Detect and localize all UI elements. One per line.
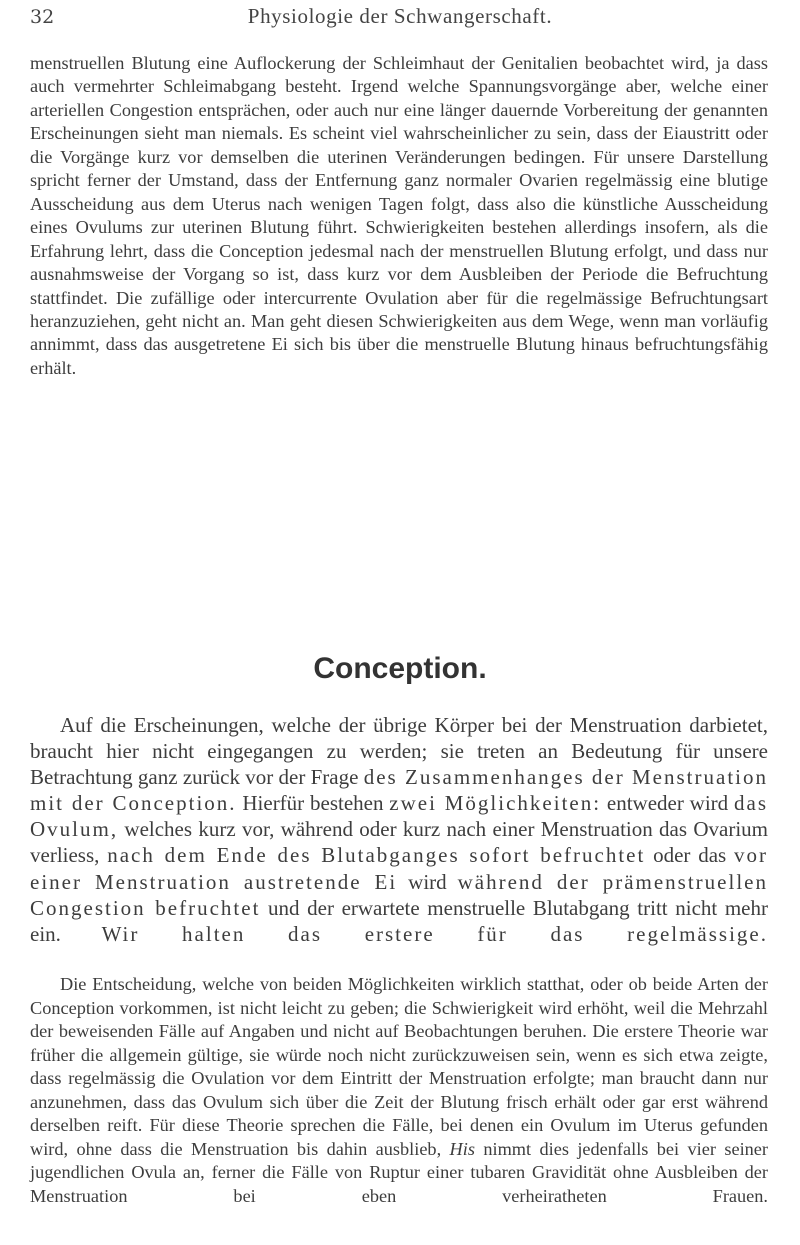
text-run: Die Entscheidung, welche von beiden Möglichkeiten wirklich statthat, oder ob beide Arten der Conception vorkommen, ist nicht leicht zu geben; die Schwierigkeit wird erhöht, weil die Mehrzahl der beweisenden Fälle auf Angaben und nicht auf Beobachtungen beruhen. Die erstere Theorie war früher die allgemein gültige, sie würde noch nicht zurückzuweisen sein, wenn es sich etwa zeigte, dass regelmässig die Ovulation vor dem Eintritt der Menstruation erfolgte; man braucht dann nur anzunehmen, dass das Ovulum sich über die Zeit der Blutung frisch erhält oder gar erst während derselben reift. Für diese Theorie sprechen die Fälle, bei denen ein Ovulum im Uterus gefunden wird, ohne dass die Menstruation bis dahin ausblieb,	[30, 974, 768, 1159]
text-run: welches kurz vor, während oder kurz nach einer Menstruation das Ovarium verliess,	[30, 817, 768, 868]
emphasis-spaced: das Ovulum,	[30, 791, 769, 842]
emphasis-spaced: Wir halten das erstere für das regelmässige.	[101, 921, 769, 946]
text-run: entweder wird	[601, 791, 735, 816]
text-run: oder das	[645, 843, 734, 868]
emphasis-spaced: vor einer Menstruation austretende Ei	[30, 843, 768, 894]
text-run: und der erwartete menstruelle Blutabgang tritt nicht mehr ein.	[30, 895, 768, 946]
text-run: Auf die Erscheinungen, welche der übrige Körper bei der Menstruation darbietet, braucht hier nicht eingegangen zu werden; sie treten an Bedeutung für unsere Betrachtung ganz zurück vor der Frage	[30, 713, 768, 790]
emphasis-spaced: nach dem Ende des Blutabganges sofort befruchtet	[107, 843, 646, 868]
page-header	[0, 0, 800, 28]
text-run: nimmt dies jedenfalls bei vier seiner jugendlichen Ovula an, ferner die Fälle von Ruptur einer tubaren Gravidität ohne Ausbleiben der Menstruation bei eben verheiratheten Frauen.	[30, 1138, 768, 1206]
emphasis-spaced: des Zusammenhanges der Menstruation mit der Conception.	[30, 765, 768, 816]
author-name: His	[449, 1138, 475, 1159]
emphasis-spaced: während der prämenstruellen Congestion befruchtet	[30, 869, 768, 920]
running-head: Physiologie der Schwangerschaft.	[247, 4, 553, 28]
section-heading: Conception.	[313, 652, 487, 685]
paragraph-text: menstruellen Blutung eine Auflockerung der Schleimhaut der Genitalien beobachtet wird, ja dass auch vermehrter Schleimabgang besteht. Irgend welche Spannungsvorgänge aber, welche einer arteriellen Congestion entsprächen, oder auch nur eine länger dauernde Vorbereitung der genannten Erscheinungen sieht man niemals. Es scheint viel wahrscheinlicher zu sein, dass der Eiaustritt oder die Vorgänge kurz vor demselben die uterinen Veränderungen bedingen. Für unsere Darstellung spricht ferner der Umstand, dass der Entfernung ganz normaler Ovarien regelmässig eine blutige Ausscheidung aus dem Uterus nach wenigen Tagen folgt, dass also die künstliche Ausscheidung eines Ovulums zur uterinen Blutung führt. Schwierigkeiten bestehen allerdings insofern, als die Erfahrung lehrt, dass die Conception jedesmal nach der menstruellen Blutung erfolgt, und dass nur ausnahmsweise der Vorgang so ist, dass kurz vor dem Ausbleiben der Periode die Befruchtung stattfindet. Die zufällige oder intercurrente Ovulation aber für die regelmässige Befruchtungsart heranzuziehen, geht nicht an. Man geht diesen Schwierigkeiten aus dem Wege, wenn man vorläufig annimmt, dass das ausgetretene Ei sich bis über die menstruelle Blutung hinaus befruchtungsfähig erhält.	[30, 53, 768, 378]
emphasis-spaced: zwei Möglichkeiten:	[389, 791, 602, 816]
text-run: wird	[397, 869, 458, 894]
decision-paragraph	[30, 973, 768, 1232]
text-run: Hierfür bestehen	[236, 791, 390, 816]
page-number: 32	[30, 6, 55, 28]
body-paragraph-continued	[30, 52, 768, 404]
conception-paragraph	[30, 712, 768, 973]
